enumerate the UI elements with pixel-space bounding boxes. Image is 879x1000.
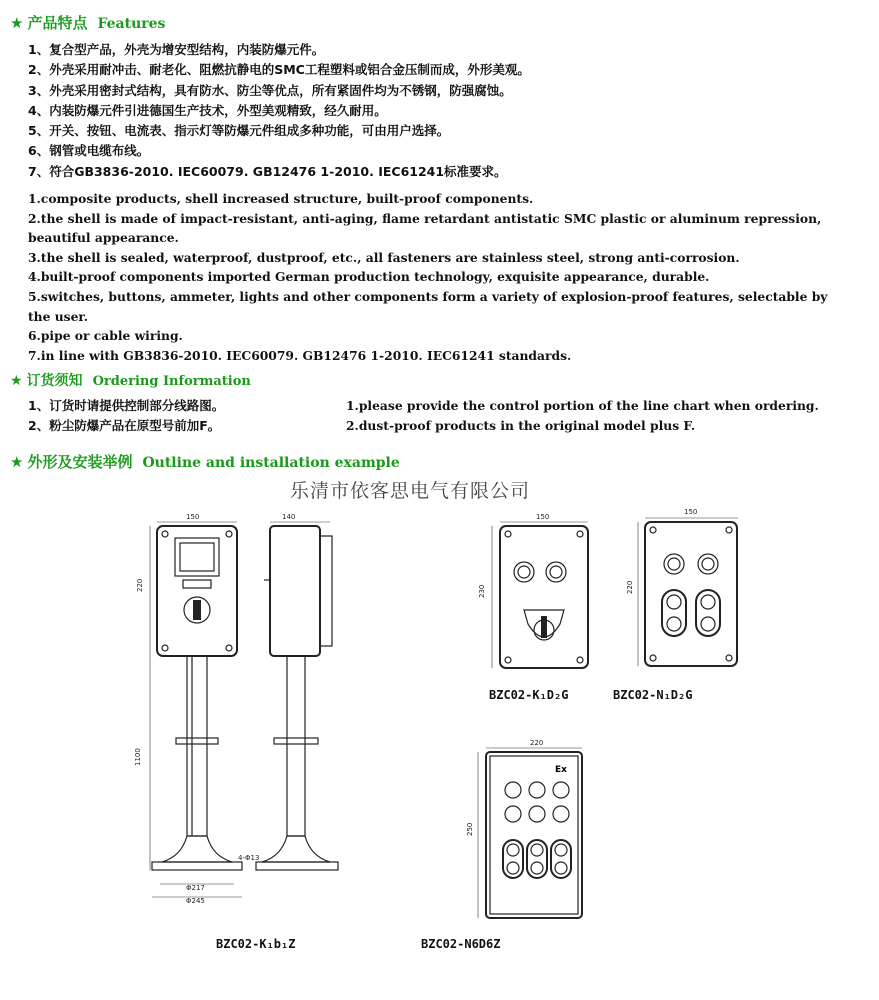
caption-ndg: BZC02-N₁D₂G — [613, 688, 693, 702]
list-item: 3.the shell is sealed, waterproof, dustproof, etc., all fasteners are stainless steel, strong anti-corrosion. — [28, 249, 740, 265]
n6d6z-drawing — [466, 739, 582, 918]
side-view-drawing — [238, 513, 338, 870]
dim-1100: 1100 — [134, 748, 142, 766]
ordering-title-zh: 订货须知 — [26, 373, 83, 389]
list-item: 5、开关、按钮、电流表、指示灯等防爆元件组成多种功能，可由用户选择。 — [28, 123, 450, 139]
list-item: 1、复合型产品，外壳为增安型结构，内装防爆元件。 — [28, 42, 325, 57]
dim-140: 140 — [282, 513, 296, 521]
list-item: 4.built-proof components imported German production technology, exquisite appearance, durable. — [28, 269, 710, 285]
list-item: 7、符合GB3836-2010. IEC60079. GB12476 1-2010. IEC61241标准要求。 — [28, 163, 507, 179]
company-watermark: 乐清市依客思电气有限公司 — [290, 480, 531, 502]
dim-250: 250 — [466, 822, 474, 836]
dim-220: 220 — [136, 578, 144, 592]
star-icon: ★ — [10, 373, 23, 389]
ordering-title-en: Ordering Information — [92, 374, 251, 389]
dim-150c: 150 — [684, 508, 698, 516]
dim-13: 4-Φ13 — [238, 854, 260, 862]
dim-220w: 220 — [530, 739, 544, 747]
caption-kdz: BZC02-K₁b₁Z — [216, 937, 296, 951]
dim-217: Φ217 — [186, 884, 205, 892]
list-item: 1.composite products, shell increased structure, built-proof components. — [28, 191, 534, 206]
dim-150: 150 — [186, 513, 200, 521]
outline-title-zh: 外形及安装举例 — [27, 453, 133, 471]
list-item: 2、粉尘防爆产品在原型号前加F。 — [28, 418, 221, 433]
dim-150b: 150 — [536, 513, 550, 521]
star-icon: ★ — [10, 453, 24, 471]
front-view-drawing — [134, 513, 242, 905]
star-icon: ★ — [10, 14, 24, 32]
list-item: 2、外壳采用耐冲击、耐老化、阻燃抗静电的SMC工程塑料或铝合金压制而成，外形美观。 — [28, 62, 530, 78]
dim-220c: 220 — [626, 580, 634, 594]
list-item: 3、外壳采用密封式结构，具有防水、防尘等优点，所有紧固件均为不锈钢，防强腐蚀。 — [28, 82, 512, 98]
list-item: 7.in line with GB3836-2010. IEC60079. GB12476 1-2010. IEC61241 standards. — [28, 347, 572, 363]
features-title-zh: 产品特点 — [27, 14, 88, 32]
list-item: 2.the shell is made of impact-resistant, anti-aging, flame retardant antistatic SMC plastic or aluminum repression, beautiful appearance. — [28, 210, 822, 246]
outline-title-en: Outline and installation example — [142, 455, 400, 471]
caption-n6d6z: BZC02-N6D6Z — [421, 937, 501, 951]
features-title-en: Features — [97, 16, 166, 32]
list-item: 6.pipe or cable wiring. — [28, 328, 183, 344]
list-item: 1.please provide the control portion of the line chart when ordering. — [346, 398, 819, 413]
dim-245: Φ245 — [186, 897, 205, 905]
dim-230: 230 — [478, 584, 486, 598]
list-item: 1、订货时请提供控制部分线路图。 — [28, 398, 225, 413]
caption-kdg: BZC02-K₁D₂G — [489, 688, 569, 702]
list-item: 6、钢管或电缆布线。 — [28, 143, 150, 159]
list-item: 4、内装防爆元件引进德国生产技术，外型美观精致，经久耐用。 — [28, 102, 387, 118]
kdg-drawing — [478, 513, 588, 668]
ex-mark: Ex — [555, 765, 567, 775]
list-item: 5.switches, buttons, ammeter, lights and other components form a variety of explosion-proof features, selectable by the user. — [28, 288, 828, 324]
list-item: 2.dust-proof products in the original model plus F. — [346, 418, 696, 433]
ndg-drawing — [626, 508, 738, 666]
